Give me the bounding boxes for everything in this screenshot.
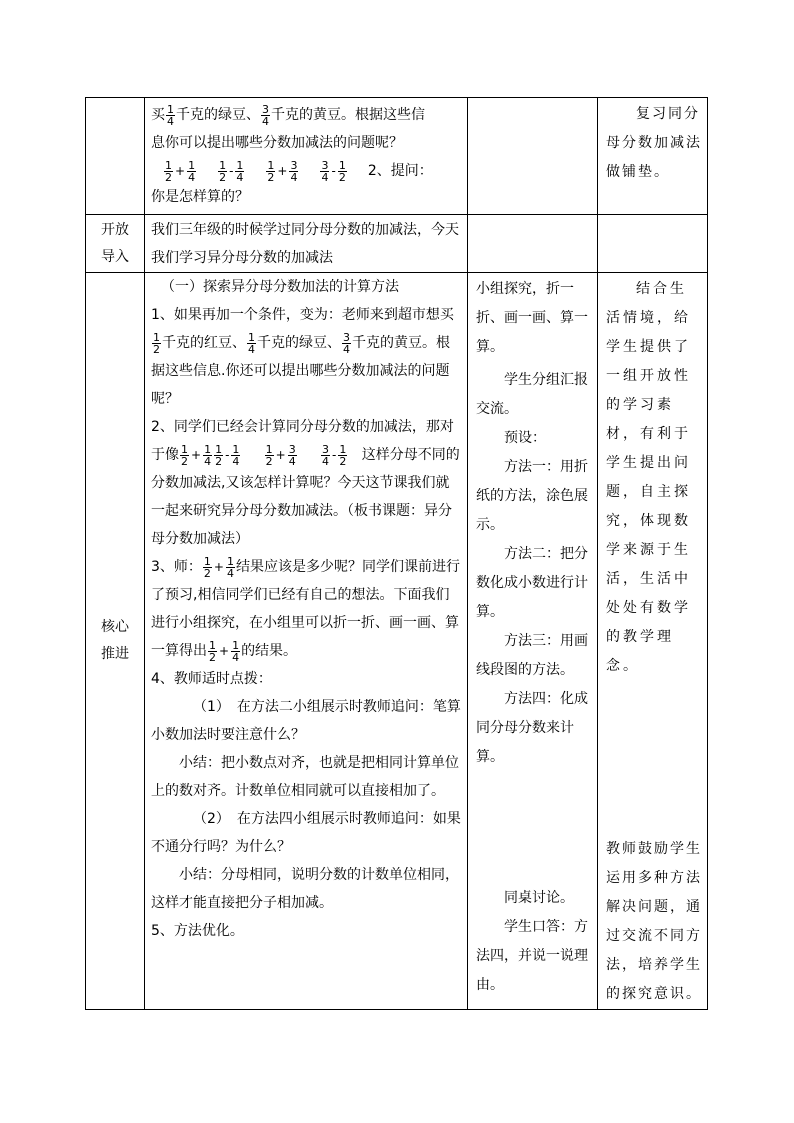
p1-text-c: 千克的绿豆、: [257, 335, 341, 351]
student-activity-review: [468, 98, 598, 215]
design-intent-core: [598, 273, 708, 1010]
stage-cell-core: [86, 273, 145, 1010]
teacher-activity-review: [145, 98, 468, 215]
design-intent-review: [598, 98, 708, 215]
fraction-expression: [319, 156, 347, 186]
core-paragraph-2: 2、同学们已经会计算同分母分数的加减法，那对于像 $\frac{1}{2}$ + $\frac{1}{4}$ $\frac{1}{2}$ - $\frac{1}{4}$ $\frac{1}{2}$ + $\frac{3}{4}$ $\frac{3}{4}$ - $\frac{1}{2}$ 这样分母不同的分数加减法,又该怎样计算呢？今天这节课我们就一起来研究异分母分数加减法。（板书课题：异分母分数加减法）: [151, 419, 460, 547]
stage-intro-line1: 开放: [101, 222, 129, 238]
fraction-one-half: $\frac{1}{2}$: [265, 442, 273, 468]
review-line1-post: 千克的黄豆。根据这些信: [271, 107, 425, 123]
p1-text-b: 千克的红豆、: [162, 335, 246, 351]
fraction-expression: [265, 156, 299, 186]
fraction-three-fourths: $\frac{3}{4}$: [288, 442, 296, 468]
p1-text-d: 千克的黄豆。根据这些信息.你还可以提出哪些分数加减法的问题呢？: [151, 335, 450, 407]
fraction: $\frac{1}{2}$: [267, 158, 275, 184]
fraction: $\frac{3}{4}$: [290, 158, 298, 184]
stage-cell-empty: [86, 98, 145, 215]
core-point-1: （1） 在方法二小组展示时教师追问：笔算小数加法时要注意什么？: [151, 699, 461, 743]
stage-intro-line2: 导入: [101, 249, 129, 265]
table-row-intro: [86, 215, 708, 273]
review-line1-mid: 千克的绿豆、: [176, 107, 260, 123]
core-paragraph-5: 5、方法优化。: [151, 923, 244, 939]
student-activity-core: [468, 273, 598, 1010]
student-item-5: 方法二：把分数化成小数进行计算。: [476, 546, 588, 620]
student-item-2: 学生分组汇报交流。: [476, 372, 588, 417]
student-item-3: 预设：: [504, 430, 546, 446]
intent-core-2: 教师鼓励学生运用多种方法解决问题，通过交流不同方法，培养学生的探究意识。: [606, 841, 702, 1002]
operator: -: [331, 164, 336, 178]
student-item-9: 学生口答：方法四，并说一说理由。: [476, 919, 588, 993]
student-activity-intro: [468, 215, 598, 273]
fraction-one-half: $\frac{1}{2}$: [209, 638, 216, 664]
lesson-plan-table: [85, 97, 708, 1010]
operator: +: [277, 164, 288, 178]
stage-core-line1: 核心: [101, 619, 129, 635]
review-line2: 息你可以提出哪些分数加减法的问题呢？: [151, 135, 403, 151]
fraction-three-fourths: $\frac{3}{4}$: [322, 442, 329, 468]
fraction-one-half: $\frac{1}{2}$: [339, 442, 347, 468]
fraction-one-half: $\frac{1}{2}$: [215, 442, 223, 468]
fraction-one-half: $\frac{1}{2}$: [153, 330, 160, 356]
student-item-7: 方法四：化成同分母分数来计算。: [476, 691, 588, 765]
core-summary-1: 小结：把小数点对齐，也就是把相同计算单位上的数对齐。计数单位相同就可以直接相加了。: [151, 755, 459, 799]
fraction: $\frac{1}{4}$: [236, 158, 244, 184]
core-paragraph-3: 3、师： $\frac{1}{2}$ + $\frac{1}{4}$ 结果应该是多少呢？同学们课前进行了预习,相信同学们已经有自己的想法。下面我们进行小组探究，在小组里可以折一折、画一画、算一算得出 $\frac{1}{2}$ + $\frac{1}{4}$ 的结果。: [151, 554, 460, 664]
student-item-1: 小组探究，折一折、画一画、算一算。: [476, 281, 588, 355]
design-intent-intro: [598, 215, 708, 273]
fraction-one-fourth: $\frac{1}{4}$: [232, 442, 240, 468]
stage-core-line2: 推进: [101, 646, 129, 662]
core-point-2: （2） 在方法四小组展示时教师追问：如果不通分行吗？为什么？: [151, 811, 461, 855]
intent-core-1: 结合生活情境，给学生提供了一组开放性的学习素材，有利于学生提出问题，自主探究，体现数学来源于生活，生活中处处有数学的教学理念。: [606, 281, 691, 674]
fraction-one-half: $\frac{1}{2}$: [203, 554, 211, 580]
table-row-core: [86, 273, 708, 1010]
student-item-6: 方法三：用画线段图的方法。: [476, 633, 588, 678]
fraction-expression: [163, 156, 197, 186]
operator: +: [175, 164, 186, 178]
table-row-review: [86, 98, 708, 215]
review-line1-pre: 买: [151, 107, 165, 123]
p2-text-b: 这样分母不同的分数加减法,又该怎样计算呢？今天这节课我们就一起来研究异分母分数加减法。（板书课题：异分母分数加减法）: [151, 447, 460, 547]
core-paragraph-4: 4、教师适时点拨：: [151, 671, 272, 687]
fraction: $\frac{3}{4}$: [321, 158, 329, 184]
p3-text-a: 3、师：: [151, 559, 202, 575]
review-question-label: 2、提问：: [367, 163, 433, 179]
core-heading: （一）探索异分母分数加法的计算方法: [161, 279, 399, 295]
fraction-one-fourth: $\frac{1}{4}$: [204, 442, 212, 468]
student-item-8: 同桌讨论。: [504, 890, 574, 906]
p1-text-a: 1、如果再加一个条件，变为：老师来到超市想买: [151, 307, 454, 323]
fraction-three-fourths: $\frac{3}{4}$: [262, 102, 269, 128]
p2-text-a: 2、同学们已经会计算同分母分数的加减法，那对于像: [151, 419, 454, 463]
intro-text: 我们三年级的时候学过同分母分数的加减法，今天我们学习异分母分数的加减法: [151, 222, 459, 266]
student-item-4: 方法一：用折纸的方法，涂色展示。: [476, 459, 588, 533]
core-paragraph-1: [151, 301, 463, 413]
teacher-activity-core: [145, 273, 468, 1010]
fraction-one-fourth: $\frac{1}{4}$: [232, 638, 240, 664]
fraction-one-fourth: $\frac{1}{4}$: [226, 554, 234, 580]
expression-list: [151, 156, 463, 186]
fraction-one-half: $\frac{1}{2}$: [181, 442, 188, 468]
fraction-three-fourths: $\frac{3}{4}$: [343, 330, 350, 356]
fraction: $\frac{1}{2}$: [165, 158, 172, 184]
core-summary-2: 小结：分母相同，说明分数的计数单位相同，这样才能直接把分子相加减。: [151, 867, 459, 911]
review-line4: 你是怎样算的？: [151, 189, 249, 205]
fraction: $\frac{1}{2}$: [338, 158, 346, 184]
p3-text-b: 结果应该是多少呢？同学们课前进行了预习,相信同学们已经有自己的想法。下面我们进行小组探究，在小组里可以折一折、画一画、算一算得出: [151, 559, 460, 659]
operator: -: [229, 164, 234, 178]
teacher-activity-intro: [145, 215, 468, 273]
p3-text-c: 的结果。: [241, 643, 298, 659]
fraction: $\frac{1}{2}$: [219, 158, 227, 184]
fraction-one-fourth: $\frac{1}{4}$: [248, 330, 255, 356]
fraction-one-fourth: $\frac{1}{4}$: [167, 102, 174, 128]
stage-cell-intro: [86, 215, 145, 273]
fraction-expression: [217, 156, 245, 186]
fraction: $\frac{1}{4}$: [188, 158, 196, 184]
intent-review-text: 复习同分母分数加减法做铺垫。: [606, 106, 702, 180]
